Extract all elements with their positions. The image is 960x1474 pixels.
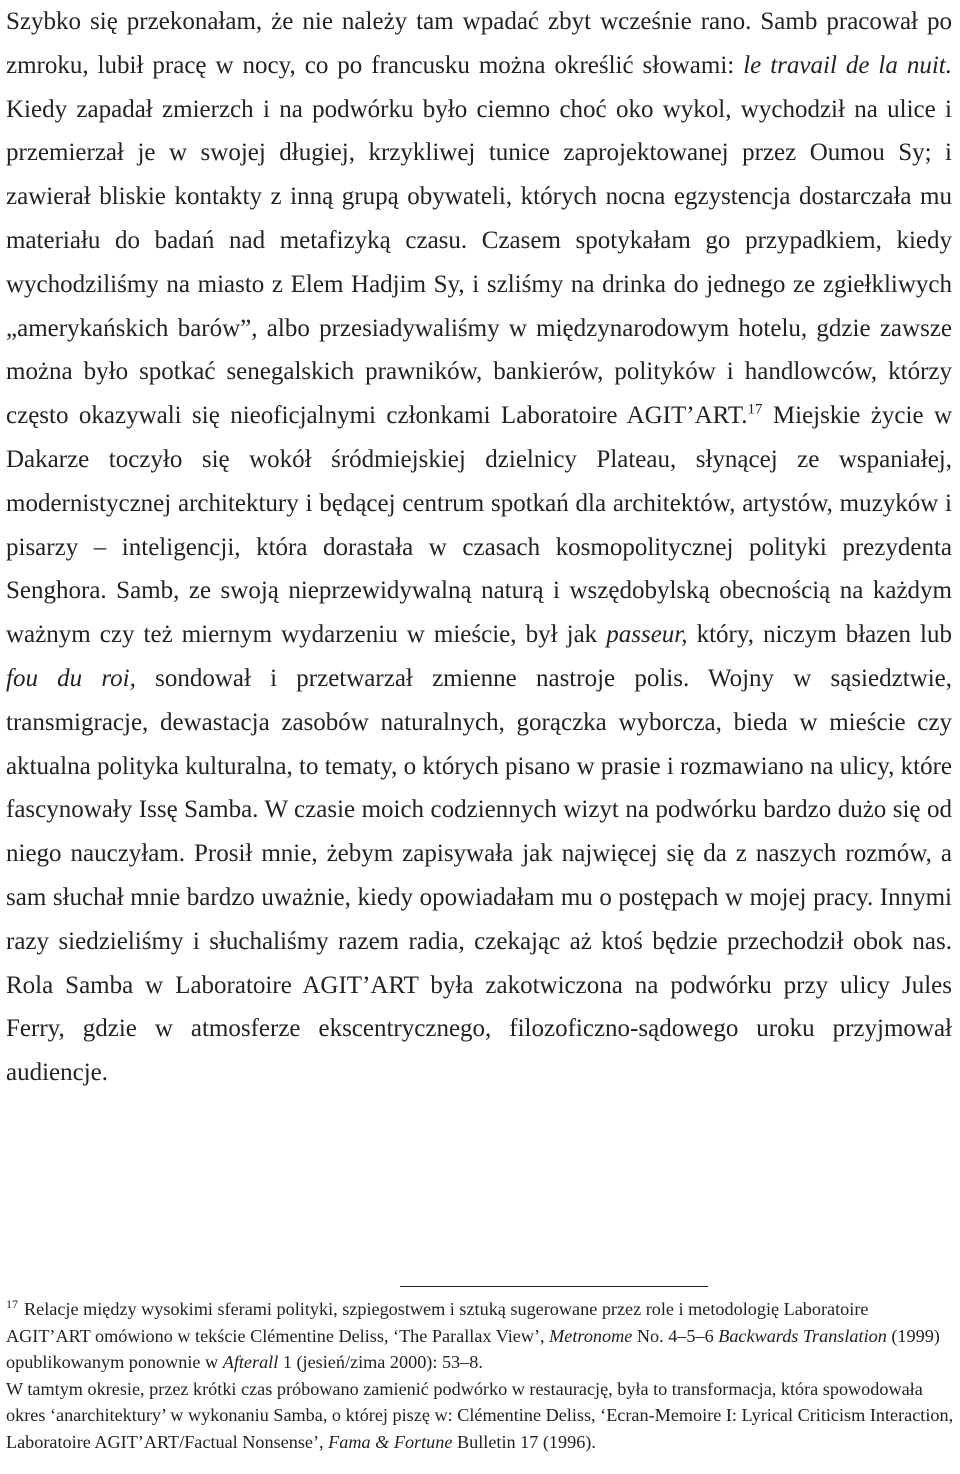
footnote-italic: Afterall bbox=[222, 1352, 279, 1372]
italic-phrase: le travail de la nuit. bbox=[743, 51, 952, 79]
footnote-text: (1999) opublikowanym ponownie w bbox=[6, 1325, 940, 1372]
footnote-continuation bbox=[6, 1376, 956, 1456]
footnote-italic: Fama & Fortune bbox=[328, 1431, 453, 1452]
body-text-segment: Miejskie życie w Dakarze toczyło się wokół śródmiejskiej dzielnicy Plateau, słynącej ze wspaniałej, modernistycznej architektury i będącej centrum spotkań dla architektów, artystów, muzyków i pisarzy – inteligencji, która dorastała w czasach kosmopolitycznej polityki prezydenta Senghora. Samb, ze swoją nieprzewidywalną naturą i wszędobylską obecnością na każdym ważnym czy też miernym wydarzeniu w mieście, był jak bbox=[6, 402, 953, 649]
body-paragraph bbox=[6, 0, 952, 1095]
footnote-italic: Metronome bbox=[549, 1325, 633, 1346]
footnote-text: No. 4–5–6 bbox=[632, 1325, 719, 1346]
footnote-text: W tamtym okresie, przez krótki czas próbowano zamienić podwórko w restaurację, była to transformacja, która spowodowała okres ‘anarchitektury’ w wykonaniu Samba, o której piszę w: Clémentine Deliss, ‘Ecran-Memoire I: Lyrical Criticism Interaction, Laboratoire AGIT’ART/Factual Nonsense’, bbox=[6, 1378, 954, 1452]
footnote-17 bbox=[6, 1296, 956, 1376]
footnote-text: 1 (jesień/zima 2000): 53–8. bbox=[278, 1352, 483, 1372]
body-text-segment: Kiedy zapadał zmierzch i na podwórku było ciemno choć oko wykol, wychodził na ulice i przemierzał je w swojej długiej, krzykliwej tunice zaprojektowanej przez Oumou Sy; i zawierał bliskie kontakty z inną grupą obywateli, których nocna egzystencja dostarczała mu materiału do badań nad metafizyką czasu. Czasem spotykałam go przypadkiem, kiedy wychodziliśmy na miasto z Elem Hadjim Sy, i szliśmy na drinka do jednego ze zgiełkliwych „amerykańskich barów”, albo przesiadywaliśmy w międzynarodowym hotelu, gdzie zawsze można było spotkać senegalskich prawników, bankierów, polityków i handlowców, którzy często okazywali się nieoficjalnymi członkami Laboratoire AGIT’ART. bbox=[6, 95, 952, 430]
body-text-segment: Szybko się przekonałam, że nie należy tam wpadać zbyt wcześnie rano. Samb pracował po zmroku, lubił pracę w nocy, co po francusku można określić słowami: bbox=[6, 8, 952, 79]
body-text-segment: który, niczym błazen lub bbox=[687, 621, 952, 649]
footnote-separator bbox=[400, 1286, 708, 1287]
footnote-italic: Backwards Translation bbox=[718, 1325, 887, 1346]
italic-phrase: fou du roi, bbox=[6, 664, 136, 692]
footnote-number: 17 bbox=[6, 1296, 18, 1311]
body-text-segment: sondował i przetwarzał zmienne nastroje polis. Wojny w sąsiedztwie, transmigracje, dewastacja zasobów naturalnych, gorączka wyborcza, bieda w mieście czy aktualna polityka kulturalna, to tematy, o których pisano w prasie i rozmawiano na ulicy, które fascynowały Issę Samba. W czasie moich codziennych wizyt na podwórku bardzo dużo się od niego nauczyłam. Prosił mnie, żebym zapisywała jak najwięcej się da z naszych rozmów, a sam słuchał mnie bardzo uważnie, kiedy opowiadałam mu o postępach w mojej pracy. Innymi razy siedzieliśmy i słuchaliśmy razem radia, czekając aż ktoś będzie przechodził obok nas. Rola Samba w Laboratoire AGIT’ART była zakotwiczona na podwórku przy ulicy Jules Ferry, gdzie w atmosferze ekscentrycznego, filozoficzno-sądowego uroku przyjmował audiencje. bbox=[6, 664, 952, 1087]
italic-phrase: passeur, bbox=[606, 621, 688, 649]
footnote-reference[interactable]: 17 bbox=[747, 401, 763, 418]
footnote-text: Relacje między wysokimi sferami polityki, szpiegostwem i sztuką sugerowane przez role i metodologię Laboratoire AGIT’ART omówiono w tekście Clémentine Deliss, ‘The Parallax View’, bbox=[6, 1299, 869, 1346]
footnotes bbox=[6, 1296, 956, 1455]
footnote-text: Bulletin 17 (1996). bbox=[452, 1431, 596, 1452]
